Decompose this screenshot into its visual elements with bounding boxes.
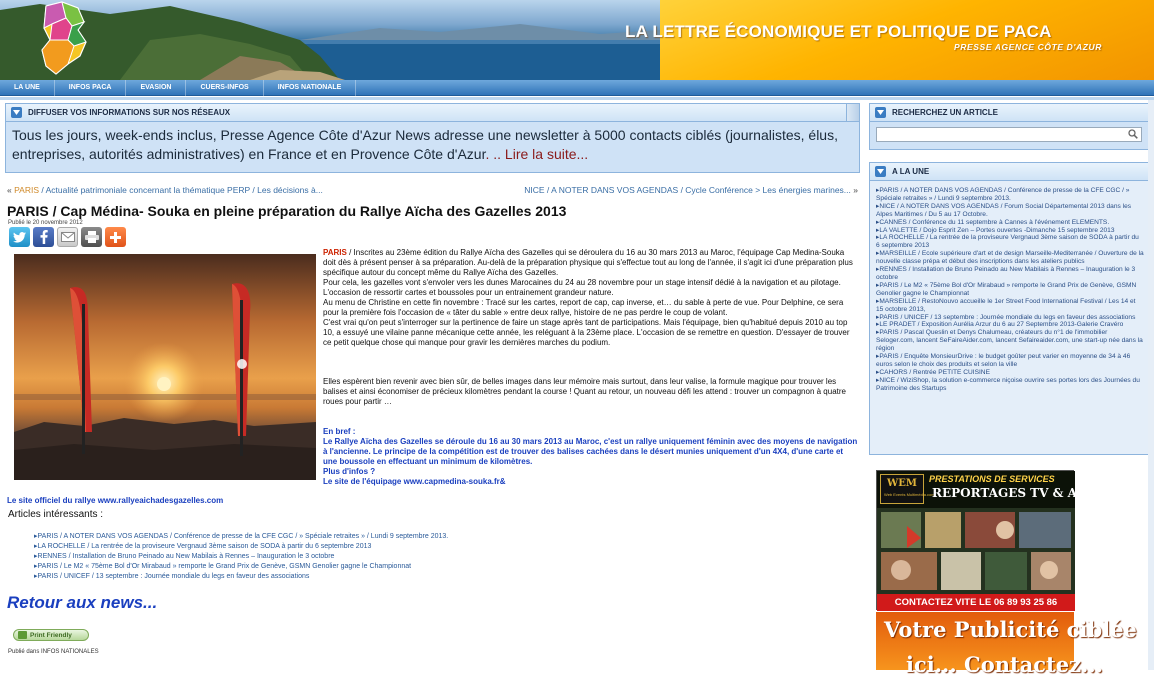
search-panel-title: RECHERCHEZ UN ARTICLE — [892, 108, 998, 117]
ad1-logo-text: WEM — [887, 478, 917, 489]
nav-item-infos-paca[interactable]: INFOS PACA — [55, 80, 127, 96]
related-article-link[interactable]: ▸ RENNES / Installation de Bruno Peinado au New Mabilais à Rennes – Inauguration le 3 octobre — [34, 552, 448, 562]
prev-text[interactable]: / Actualité patrimoniale concernant la thématique PERP / Les décisions à... — [39, 185, 323, 195]
diffuser-text: Tous les jours, week-ends inclus, Presse Agence Côte d'Azur News adresse une newsletter à 5000 contacts ciblés (journalistes, élus, entreprises, autorités administratives) en France et en Provence Côte d'Azur — [12, 127, 838, 162]
prev-quote: « — [7, 185, 12, 195]
related-article-link[interactable]: ▸ PARIS / Le M2 « 75ème Bol d'Or Mirabaud » remporte le Grand Prix de Genève, GSMN Genolier gagne le Championnat — [34, 562, 448, 572]
a-la-une-panel-header — [869, 162, 1149, 181]
en-bref-text: Le Rallye Aïcha des Gazelles se déroule du 16 au 30 mars 2013 au Maroc, c'est un rallye uniquement féminin avec des moyens de navigation à l'ancienne. Le principe de la compétition est de trouver des balises cachées dans le désert munies uniquement d'un 4X4, d'une carte et une boussole en effectuant un minimum de kilomètres. — [323, 437, 858, 466]
a-la-une-item[interactable]: ▸ PARIS / Le M2 « 75ème Bol d'Or Mirabaud » remporte le Grand Prix de Genève, GSMN Genolier gagne le Championnat — [876, 282, 1144, 298]
a-la-une-item[interactable]: ▸ MARSEILLE / RestoNouvo accueille le 1er Street Food International Festival / Les 14 et 15 octobre 2013, — [876, 298, 1144, 314]
site-equipe-link[interactable]: www.capmedina-souka.fr& — [403, 477, 506, 486]
a-la-une-item[interactable]: ▸ PARIS / Pascal Queslin et Denys Chalumeau, créateurs du n°1 de l'immobilier Seloger.com, lancent SeFaireAider.com, lancent Sefaireaider.com, une start-up née dans la région — [876, 329, 1144, 353]
site-rallye-link[interactable]: www.rallyeaichadesgazelles.com — [97, 496, 224, 505]
a-la-une-panel-title: A LA UNE — [892, 167, 930, 176]
a-la-une-item[interactable]: ▸ PARIS / UNICEF / 13 septembre : Journée mondiale du legs en faveur des associations — [876, 314, 1144, 322]
site-title[interactable]: LA LETTRE ÉCONOMIQUE ET POLITIQUE DE PACA — [625, 22, 1052, 41]
published-in-category: Publié dans INFOS NATIONALES — [8, 649, 99, 655]
article-paragraph-2: Pour cela, les gazelles vont s'envoler vers les dunes Marocaines du 24 au 28 novembre pour un stage intensif dédié à la navigation et au pilotage. L'occasion de ressortir cartes et boussoles pour un entrainement grandeur nature. — [323, 278, 841, 297]
facebook-share-button[interactable] — [33, 227, 54, 247]
a-la-une-item[interactable]: ▸ LA VALETTE / Dojo Esprit Zen – Portes ouvertes -Dimanche 15 septembre 2013 — [876, 227, 1144, 235]
article-paragraph-3: Au menu de Christine en cette fin novembre : Tracé sur les cartes, report de cap, cap inverse, et… du sable à perte de vue. Pour Delphine, ce sera pour la première fois l'occasion de « tâter du sable » entre deux rallye, histoire de ne pas perdre le coup de volant. — [323, 298, 844, 317]
nav-item-evasion[interactable]: EVASION — [126, 80, 186, 96]
article-paragraph-1-text: / Inscrites au 23ème édition du Rallye Aïcha des Gazelles qui se déroulera du 16 au 30 mars 2013 au Maroc, l'équipage Cap Medina-Souka doit dès à présent penser à sa préparation. Au-delà de la préparation physique qui s'effectue tout au long de l'année, il s'agit ici d'une préparation plus spécifique autour du concept même du Rallye Aïcha des Gazelles. — [323, 248, 853, 277]
article-paragraph-1 — [323, 248, 858, 278]
site-header — [0, 0, 1154, 80]
print-friendly-button[interactable] — [13, 629, 89, 641]
a-la-une-list — [876, 187, 1144, 393]
a-la-une-item[interactable]: ▸ MARSEILLE / Ecole supérieure d'art et de design Marseille-Mediterranée / Ouverture de la nouvelle classe prépa et début des inscriptions dans les ateliers publics — [876, 250, 1144, 266]
article-paragraph-5: Elles espèrent bien revenir avec bien sûr, de belles images dans leur mémoire mais surtout, dans leur valise, la formule magique pour trouver les balises et ainsi économiser de précieux kilomètres pendant la course ! Quant au retour, un nouveau défi les attend : trouver un compagnon à quatre roues pour partir … — [323, 377, 846, 406]
twitter-share-button[interactable] — [9, 227, 30, 247]
publish-date: Publié le 20 novembre 2012 — [8, 220, 83, 226]
a-la-une-panel — [869, 162, 1149, 455]
paca-map-logo — [38, 0, 90, 80]
site-equipe-line — [323, 477, 858, 487]
article-body — [323, 248, 858, 487]
search-panel — [869, 103, 1149, 150]
site-subtitle: PRESSE AGENCE CÔTE D'AZUR — [954, 42, 1102, 52]
read-more-link[interactable]: . .. Lire la suite... — [485, 146, 589, 162]
en-bref-label: En bref : — [323, 427, 356, 436]
ad-banner-reportages[interactable] — [876, 470, 1114, 610]
nav-item-infos-nationale[interactable]: INFOS NATIONALE — [264, 80, 357, 96]
related-article-link[interactable]: ▸ PARIS / A NOTER DANS VOS AGENDAS / Conférence de presse de la CFE CGC / » Spéciale retraites » / Lundi 9 septembre 2013. — [34, 532, 448, 542]
nav-item-la-une[interactable]: LA UNE — [0, 80, 55, 96]
next-article-link[interactable] — [524, 185, 858, 195]
next-text[interactable]: NICE / A NOTER DANS VOS AGENDAS / Cycle Conférence > Les énergies marines... — [524, 185, 851, 195]
nav-list — [0, 80, 1154, 96]
nav-underbar — [0, 97, 1154, 100]
main-nav — [0, 80, 1154, 96]
spacer — [323, 407, 858, 427]
a-la-une-item[interactable]: ▸ PARIS / Enquête MonsieurDrive : le budget goûter peut varier en moyenne de 34 à 46 euros selon le choix des produits et selon la ville — [876, 353, 1144, 369]
header-coast-photo — [0, 0, 660, 80]
ad1-photo-collage — [877, 508, 1075, 594]
plus-infos-label: Plus d'infos ? — [323, 467, 376, 476]
spacer — [323, 348, 858, 377]
a-la-une-item[interactable]: ▸ CAHORS / Rentrée PETITE CUISINE — [876, 369, 1144, 377]
print-button[interactable] — [81, 227, 102, 247]
panel-scroll-handle[interactable] — [846, 104, 859, 121]
a-la-une-item[interactable]: ▸ LA ROCHELLE / La rentrée de la proviseure Vergnaud 3ème saison de SODA à partir du 6 septembre 2013 — [876, 234, 1144, 250]
diffuser-panel — [5, 103, 860, 173]
page-scrollbar-track[interactable] — [1148, 100, 1154, 670]
diffuser-panel-header — [5, 103, 860, 122]
site-equipe-label: Le site de l'équipage — [323, 477, 404, 486]
a-la-une-item[interactable]: ▸ NICE / WiziShop, la solution e-commerce niçoise ouvrire ses portes lors des Journées du Patrimoine des Startups — [876, 377, 1144, 393]
related-article-link[interactable]: ▸ LA ROCHELLE / La rentrée de la proviseure Vergnaud 3ème saison de SODA à partir du 6 septembre 2013 — [34, 542, 448, 552]
search-panel-header — [869, 103, 1149, 122]
article-city[interactable]: PARIS — [323, 248, 347, 257]
related-articles-list — [34, 532, 448, 582]
ad2-subheadline: ici... Contactez... — [906, 652, 1103, 677]
share-bar — [9, 227, 126, 247]
search-panel-body — [869, 122, 1149, 150]
related-articles-title: Articles intéressants : — [8, 509, 104, 520]
print-friendly-label: Print Friendly — [30, 631, 72, 639]
search-box — [876, 127, 1142, 142]
nav-item-cuers-infos[interactable]: CUERS-INFOS — [186, 80, 263, 96]
ad1-contact-bar: CONTACTEZ VITE LE 06 89 93 25 86 — [877, 594, 1075, 611]
a-la-une-item[interactable]: ▸ NICE / A NOTER DANS VOS AGENDAS / Forum Social Départemental 2013 dans les Alpes Maritimes / Du 5 au 17 Octobre. — [876, 203, 1144, 219]
related-article-link[interactable]: ▸ PARIS / UNICEF / 13 septembre : Journée mondiale du legs en faveur des associations — [34, 572, 448, 582]
twitter-bird-icon — [13, 232, 26, 243]
a-la-une-item[interactable]: ▸ LE PRADET / Exposition Aurélia Arzur du 6 au 27 Septembre 2013-Galerie Cravéro — [876, 321, 1144, 329]
site-rallye-label: Le site officiel du rallye — [7, 496, 98, 505]
printer-icon — [85, 231, 99, 243]
article-photo-sunset-flags — [14, 254, 316, 480]
chevron-down-icon — [875, 166, 886, 177]
a-la-une-item[interactable]: ▸ RENNES / Installation de Bruno Peinado au New Mabilais à Rennes – Inauguration le 3 octobre — [876, 266, 1144, 282]
facebook-f-icon — [40, 230, 48, 244]
a-la-une-item[interactable]: ▸ PARIS / A NOTER DANS VOS AGENDAS / Conférence de presse de la CFE CGC / » Spéciale retraites » / Lundi 9 septembre 2013. — [876, 187, 1144, 203]
previous-article-link[interactable] — [7, 185, 323, 195]
chevron-down-icon — [875, 107, 886, 118]
diffuser-panel-title: DIFFUSER VOS INFORMATIONS SUR NOS RÉSEAUX — [28, 108, 231, 117]
article-paragraph-4: C'est vrai qu'on peut s'interroger sur la pertinence de faire un stage après tant de participations. Mais l'équipage, bien qu'habitué depuis 2010 au top 10, a essuyé une vilaine panne mécanique cette année, les reléguant à la 23ème place. L'occasion de se remettre en question. D'essayer de trouver ce petit quelque chose qui manque pour gravir les dernières marches du podium. — [323, 318, 850, 347]
ad1-logo-subtext: Web Events Multimédia.com — [884, 492, 935, 497]
a-la-une-panel-body — [869, 181, 1149, 455]
ad1-logo — [880, 474, 935, 504]
chevron-down-icon — [11, 107, 22, 118]
search-icon[interactable] — [1128, 129, 1138, 139]
a-la-une-item[interactable]: ▸ CANNES / Conférence du 11 septembre à Cannes à l'événement ELEMENTS. — [876, 219, 1144, 227]
diffuser-panel-body — [5, 122, 860, 173]
search-input[interactable] — [877, 132, 1141, 145]
email-share-button[interactable] — [57, 227, 78, 247]
site-rallye-line — [7, 496, 223, 505]
next-quote: » — [853, 185, 858, 195]
ad-banner-publicite[interactable] — [876, 612, 1137, 677]
ad1-subheadline: REPORTAGES TV & AUDIO — [932, 486, 1114, 500]
envelope-icon — [61, 232, 75, 242]
ad2-headline: Votre Publicité ciblée — [884, 617, 1137, 642]
print-friendly-icon — [18, 631, 27, 639]
more-share-button[interactable] — [105, 227, 126, 247]
ad1-headline: PRESTATIONS DE SERVICES — [929, 474, 1055, 484]
prev-city[interactable]: PARIS — [14, 185, 39, 195]
plus-icon — [110, 232, 121, 243]
article-title: PARIS / Cap Médina- Souka en pleine préparation du Rallye Aïcha des Gazelles 2013 — [7, 203, 567, 219]
back-to-news-link[interactable]: Retour aux news... — [7, 593, 158, 612]
